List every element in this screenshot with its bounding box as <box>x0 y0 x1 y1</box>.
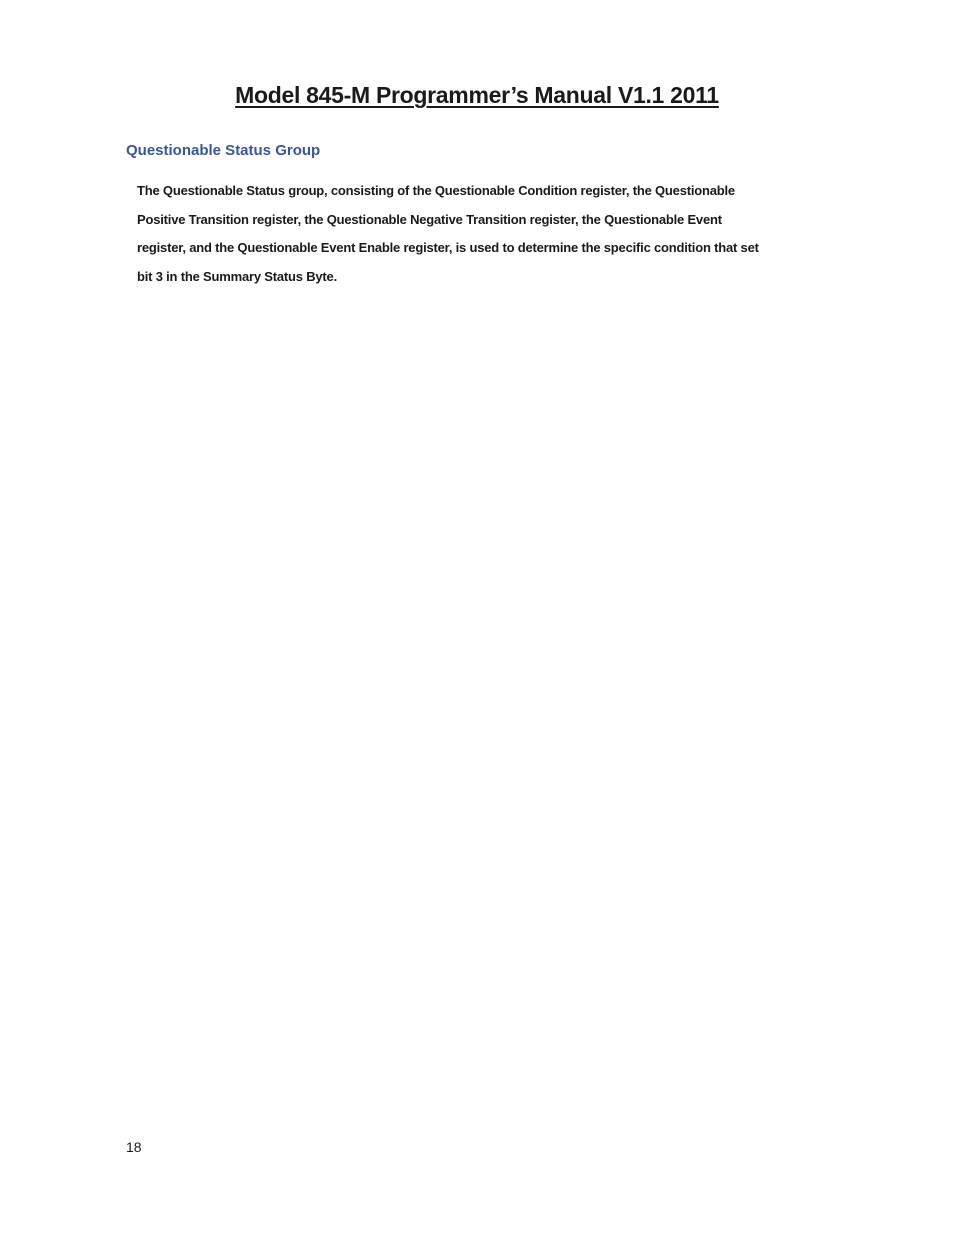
paragraph-line: register, and the Questionable Event Enable register, is used to determine the specific condition that set <box>137 240 759 255</box>
page-title-text: Model 845-M Programmer’s Manual V1.1 2011 <box>235 82 719 108</box>
page-number: 18 <box>126 1139 142 1155</box>
paragraph-line: bit 3 in the Summary Status Byte. <box>137 268 338 284</box>
paragraph-line: The Questionable Status group, consisting of the Questionable Condition register, the Questionable <box>137 183 735 198</box>
section-paragraph <box>137 177 809 291</box>
section-heading: Questionable Status Group <box>126 142 321 159</box>
page-title <box>0 80 954 110</box>
paragraph-line: Positive Transition register, the Questionable Negative Transition register, the Questionable Event <box>137 211 722 227</box>
